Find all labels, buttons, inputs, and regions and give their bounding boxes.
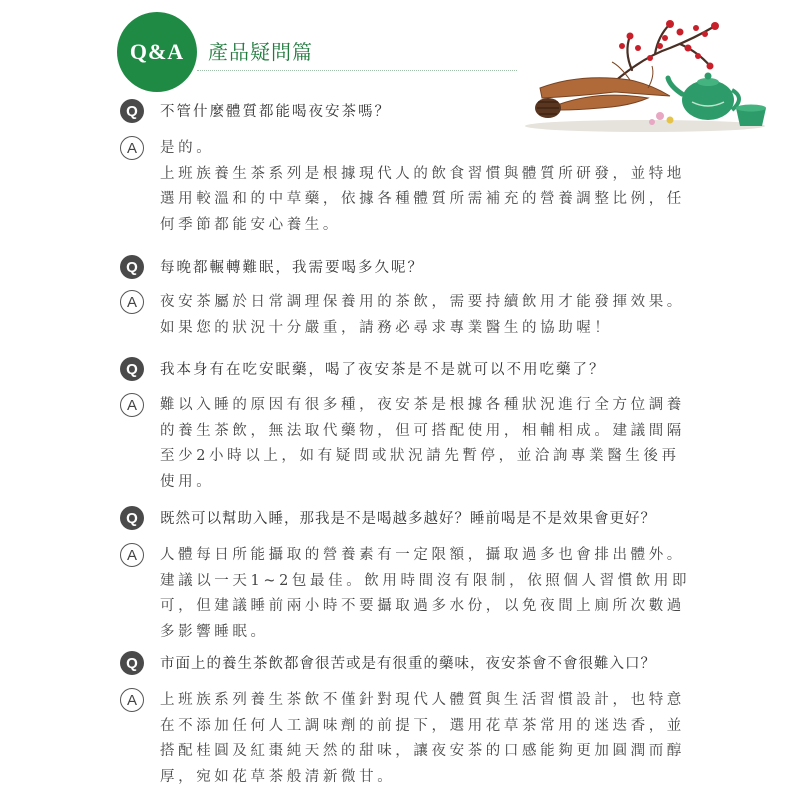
jade-tea-cup [736,105,766,127]
answer-line: 難以入睡的原因有很多種，夜安茶是根據各種狀況進行全方位調養 [160,397,685,413]
answer-line: 如果您的狀況十分嚴重，請務必尋求專業醫生的協助喔！ [160,319,613,336]
answer-line: 厚，宛如花草茶般清新微甘。 [160,768,396,785]
answer-line: 夜安茶屬於日常調理保養用的茶飲，需要持續飲用才能發揮效果。 [160,294,685,310]
answer-line: 人體每日所能攝取的營養素有一定限額，攝取過多也會排出體外。 [160,547,685,563]
answer-line: 選用較溫和的中草藥，依據各種體質所需補充的營養調整比例，任 [160,191,685,207]
question-icon: Q [120,255,144,279]
answer-line: 搭配桂圓及紅棗純天然的甜味，讓夜安茶的口感能夠更加圓潤而醇 [160,743,685,759]
question-row [120,357,730,381]
answer-row [120,136,730,238]
answer-line: 上班族系列養生茶飲不僅針對現代人體質與生活習慣設計，也特意 [160,692,685,708]
answer-line: 多影響睡眠。 [160,623,269,640]
page-title: 產品疑問篇 [208,40,313,64]
answer-line: 建議以一天1~2包最佳。飲用時間沒有限制，依照個人習慣飲用即 [160,572,691,589]
answer-row [120,543,730,645]
question-text: 我本身有在吃安眠藥，喝了夜安茶是不是就可以不用吃藥了？ [160,362,606,378]
answer-text [160,136,730,238]
answer-text [160,688,730,790]
answer-text [160,290,730,341]
answer-icon: A [120,543,144,567]
question-icon: Q [120,357,144,381]
answer-row [120,290,730,341]
answer-row [120,393,730,495]
qa-item [120,651,730,790]
question-icon: Q [120,99,144,123]
answer-icon: A [120,393,144,417]
answer-line: 上班族養生茶系列是根據現代人的飲食習慣與體質所研發，並特地 [160,165,685,182]
answer-line: 至少2小時以上，如有疑問或狀況請先暫停，並洽詢專業醫生後再 [160,448,680,464]
qa-item [120,506,730,645]
answer-line: 的養生茶飲，無法取代藥物，但可搭配使用，相輔相成。建議間隔 [160,422,685,439]
question-text: 市面上的養生茶飲都會很苦或是有很重的藥味，夜安茶會不會很難入口？ [160,656,656,672]
answer-icon: A [120,688,144,712]
answer-line: 在不添加任何人工調味劑的前提下，選用花草茶常用的迷迭香，並 [160,717,685,734]
qa-item [120,255,730,341]
question-text: 每晚都輾轉難眠，我需要喝多久呢？ [160,260,424,276]
answer-text [160,393,730,495]
question-row [120,255,730,279]
answer-line: 使用。 [160,473,215,490]
qa-item [120,99,730,238]
question-text: 不管什麼體質都能喝夜安茶嗎？ [160,104,391,120]
answer-text [160,543,730,645]
plum-blossoms [619,20,719,70]
question-row [120,99,730,123]
question-icon: Q [120,651,144,675]
answer-icon: A [120,136,144,160]
qa-logo-badge: Q&A [117,12,197,92]
question-row [120,651,730,675]
header-divider [197,70,517,71]
answer-icon: A [120,290,144,314]
qa-item [120,357,730,495]
answer-line: 何季節都能安心養生。 [160,216,341,233]
question-row [120,506,730,530]
answer-line: 可，但建議睡前兩小時不要攝取過多水份，以免夜間上廁所次數過 [160,598,685,614]
question-icon: Q [120,506,144,530]
answer-line: 是的。 [160,140,215,156]
answer-row [120,688,730,790]
question-text: 既然可以幫助入睡，那我是不是喝越多越好？睡前喝是不是效果會更好？ [160,511,656,527]
